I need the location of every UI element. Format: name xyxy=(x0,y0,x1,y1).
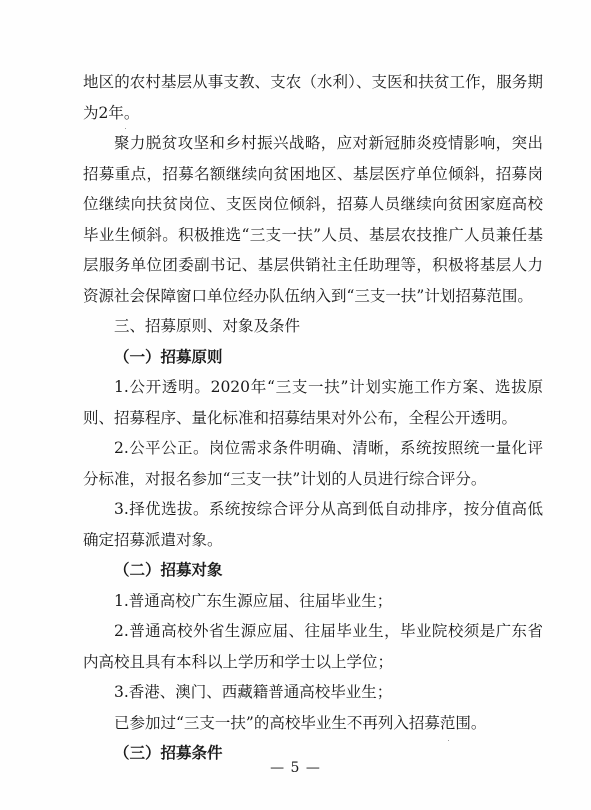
paragraph-service-term: 地区的农村基层从事支教、支农（水利）、支医和扶贫工作，服务期为2年。 xyxy=(83,73,543,122)
paragraph-exclusion-note: 已参加过“三支一扶”的高校毕业生不再列入招募范围。 xyxy=(114,713,487,732)
paragraph-principle-transparency: 1.公开透明。2020年“三支一扶”计划实施工作方案、选拔原则、招募程序、量化标准和招募结果对外公布，全程公开透明。 xyxy=(83,378,543,427)
document-body xyxy=(83,67,543,769)
paragraph-principle-merit: 3.择优选拔。系统按综合评分从高到低自动排序，按分值高低确定招募派遣对象。 xyxy=(83,500,543,549)
subsection-heading-principles: （一）招募原则 xyxy=(114,346,223,366)
subsection-heading-conditions: （三）招募条件 xyxy=(114,743,223,762)
paragraph-principle-fairness: 2.公平公正。岗位需求条件明确、清晰，系统按照统一量化评分标准，对报名参加“三支一扶”计划的人员进行综合评分。 xyxy=(83,439,543,488)
paragraph-target-other-province-graduates: 2.普通高校外省生源应届、往届毕业生，毕业院校须是广东省内高校且具有本科以上学历和学士以上学位； xyxy=(83,622,543,671)
scan-speck xyxy=(448,740,449,741)
paragraph-target-guangdong-graduates: 1.普通高校广东生源应届、往届毕业生； xyxy=(114,591,393,610)
section-heading-principles-targets-conditions: 三、招募原则、对象及条件 xyxy=(114,317,301,335)
paragraph-recruitment-focus: 聚力脱贫攻坚和乡村振兴战略，应对新冠肺炎疫情影响，突出招募重点，招募名额继续向贫困地区、基层医疗单位倾斜，招募岗位继续向扶贫岗位、支医岗位倾斜，招募人员继续向贫困家庭高校毕业生倾斜。积极推选“三支一扶”人员、基层农技推广人员兼任基层服务单位团委副书记、基层供销社主任助理等，积极将基层人力资源社会保障窗口单位经办队伍纳入到“三支一扶”计划招募范围。 xyxy=(83,134,543,305)
subsection-heading-targets: （二）招募对象 xyxy=(114,560,223,579)
page-number: — 5 — xyxy=(270,760,321,776)
paragraph-target-hk-macau-tibet-graduates: 3.香港、澳门、西藏籍普通高校毕业生； xyxy=(114,683,393,701)
scan-speck xyxy=(125,128,126,129)
